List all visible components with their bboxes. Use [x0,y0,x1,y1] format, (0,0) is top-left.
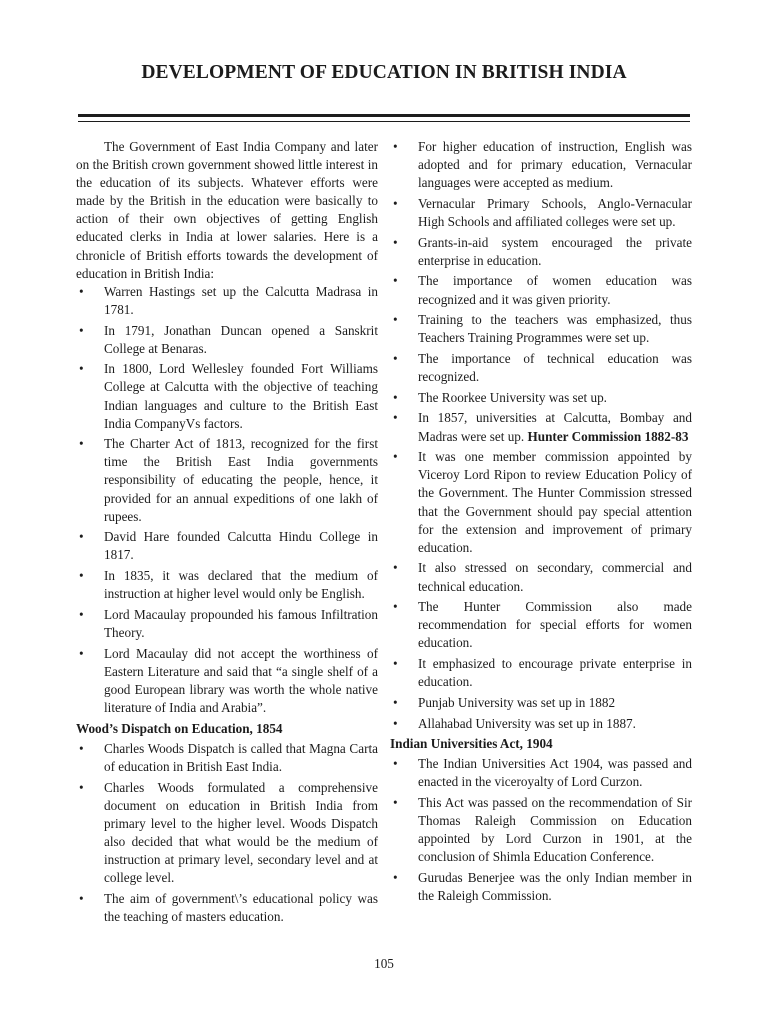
list-item [76,528,378,564]
list-item-text: Grants-in-aid system encouraged the private enterprise in education. [418,234,692,268]
bullet-glyph: • [393,560,398,576]
list-item [390,598,692,652]
list-item-text: The Hunter Commission also made recommendation for special efforts for women education. [418,599,692,651]
bullet-glyph: • [79,890,84,906]
list-item-text: It also stressed on secondary, commercial and technical education. [418,560,692,594]
list-item-text: The aim of government\’s educational policy was the teaching of masters education. [104,890,378,924]
list-item [390,138,692,192]
list-item-text: In 1857, universities at Calcutta, Bombay and Madras were set up. [418,410,692,444]
list-item [390,694,692,712]
bullet-glyph: • [393,656,398,672]
list-item-text: Warren Hastings set up the Calcutta Madrasa in 1781. [104,283,378,317]
bullet-glyph: • [393,234,398,250]
list-item-text: Lord Macaulay did not accept the worthiness of Eastern Literature and said that “a single shelf of a good European library was worth the whole native literature of India and Arabia”. [104,645,378,715]
list-item [390,715,692,733]
list-item-text: Punjab University was set up in 1882 [418,694,616,710]
bullet-glyph: • [79,568,84,584]
list-item [76,890,378,926]
list-item [390,311,692,347]
bullet-glyph: • [393,139,398,154]
title-rule-thick [78,114,690,117]
bullet-glyph: • [393,795,398,811]
bullet-glyph: • [393,273,398,289]
list-item [390,272,692,308]
bullet-glyph: • [79,322,84,338]
list-item [76,779,378,888]
list-item-text: It was one member commission appointed by Viceroy Lord Ripon to review Education Policy of the Government. The Hunter Commission stressed that the Government should pay special attention for the extension and improvement of primary education. [418,449,692,555]
intro-paragraph: The Government of East India Company and later on the British crown government showed little interest in the education of its subjects. Whatever efforts were made by the British in the education were basically to action of their own objectives of getting English educated clerks in India at lower salaries. Here is a chronicle of British efforts towards the development of education in British India: [76,139,378,281]
page-number: 105 [374,956,394,971]
bullet-list [390,409,692,445]
list-item [390,389,692,407]
bullet-list [390,448,692,732]
list-item [390,409,692,445]
section-heading-hunter-commission: Hunter Commission 1882-83 [527,428,689,444]
right-column [390,138,692,908]
bullet-glyph: • [393,312,398,328]
list-item-text: In 1791, Jonathan Duncan opened a Sanskrit College at Benaras. [104,322,378,356]
list-item [76,283,378,319]
bullet-glyph: • [393,195,398,211]
bullet-glyph: • [393,599,398,615]
list-item [390,559,692,595]
list-item-text: Gurudas Benerjee was the only Indian member in the Raleigh Commission. [418,870,692,904]
bullet-list [76,740,378,926]
bullet-glyph: • [393,389,398,405]
list-item [76,435,378,525]
list-item [76,360,378,432]
bullet-glyph: • [393,449,398,465]
list-item [76,606,378,642]
list-item-text: Charles Woods Dispatch is called that Magna Carta of education in British East India. [104,740,378,774]
bullet-glyph: • [79,283,84,299]
bullet-glyph: • [393,715,398,731]
bullet-glyph: • [393,756,398,772]
bullet-list [76,283,378,717]
bullet-list [390,755,692,905]
list-item [390,869,692,905]
list-item [390,794,692,866]
bullet-glyph: • [79,740,84,756]
list-item-text: Training to the teachers was emphasized, thus Teachers Training Programmes were set up. [418,312,692,346]
bullet-glyph: • [79,529,84,545]
page-title: DEVELOPMENT OF EDUCATION IN BRITISH INDIA [141,62,627,83]
list-item-text: Charles Woods formulated a comprehensive document on education in British India from primary level to the higher level. Woods Dispatch also decided that what would be the medium of instruction at primary level, secondary level and at college level. [104,779,378,885]
list-item-text: It emphasized to encourage private enterprise in education. [418,656,692,690]
bullet-glyph: • [79,361,84,377]
bullet-glyph: • [393,351,398,366]
section-heading-universities-act: Indian Universities Act, 1904 [390,736,553,752]
list-item [390,755,692,791]
list-item [390,350,692,386]
list-item-text: Vernacular Primary Schools, Anglo-Vernacular High Schools and affiliated colleges were set up. [418,195,692,229]
list-item [76,567,378,603]
list-item-text: This Act was passed on the recommendation of Sir Thomas Raleigh Commission on Education appointed by Lord Curzon in 1901, at the conclusion of Shimla Education Conference. [418,795,692,865]
list-item [76,322,378,358]
list-item-text: The importance of women education was recognized and it was given priority. [418,273,692,307]
list-item [76,645,378,717]
list-item [390,195,692,231]
bullet-glyph: • [79,645,84,661]
list-item [76,740,378,776]
list-item [390,234,692,270]
list-item [390,655,692,691]
list-item-text: The Roorkee University was set up. [418,389,607,405]
list-item-text: The Charter Act of 1813, recognized for the first time the British East India governments responsibility of educating the people, hence, it provided for an annual expeditions of one lakh of rupees. [104,436,378,524]
left-column [76,138,378,928]
bullet-list [390,138,692,407]
bullet-glyph: • [393,870,398,886]
list-item-text: In 1800, Lord Wellesley founded Fort Williams College at Calcutta with the objective of teaching Indian languages and culture to the British East India CompanyVs factors. [104,361,378,431]
list-item-text: David Hare founded Calcutta Hindu College in 1817. [104,529,378,563]
list-item-text: The importance of technical education was recognized. [418,351,692,385]
bullet-glyph: • [393,694,398,710]
list-item-text: Lord Macaulay propounded his famous Infiltration Theory. [104,606,378,640]
list-item-text: In 1835, it was declared that the medium of instruction at higher level would only be English. [104,568,378,602]
list-item-text: For higher education of instruction, English was adopted and for primary education, Vernacular languages were accepted as medium. [418,139,692,191]
list-item [390,448,692,557]
bullet-glyph: • [79,436,84,452]
section-heading-woods-dispatch: Wood’s Dispatch on Education, 1854 [76,720,283,736]
bullet-glyph: • [79,779,84,795]
list-item-text: The Indian Universities Act 1904, was passed and enacted in the viceroyalty of Lord Curzon. [418,756,692,790]
list-item-text: Allahabad University was set up in 1887. [418,715,636,731]
bullet-glyph: • [79,606,84,622]
bullet-glyph: • [393,410,398,426]
title-rule-thin [78,121,690,122]
